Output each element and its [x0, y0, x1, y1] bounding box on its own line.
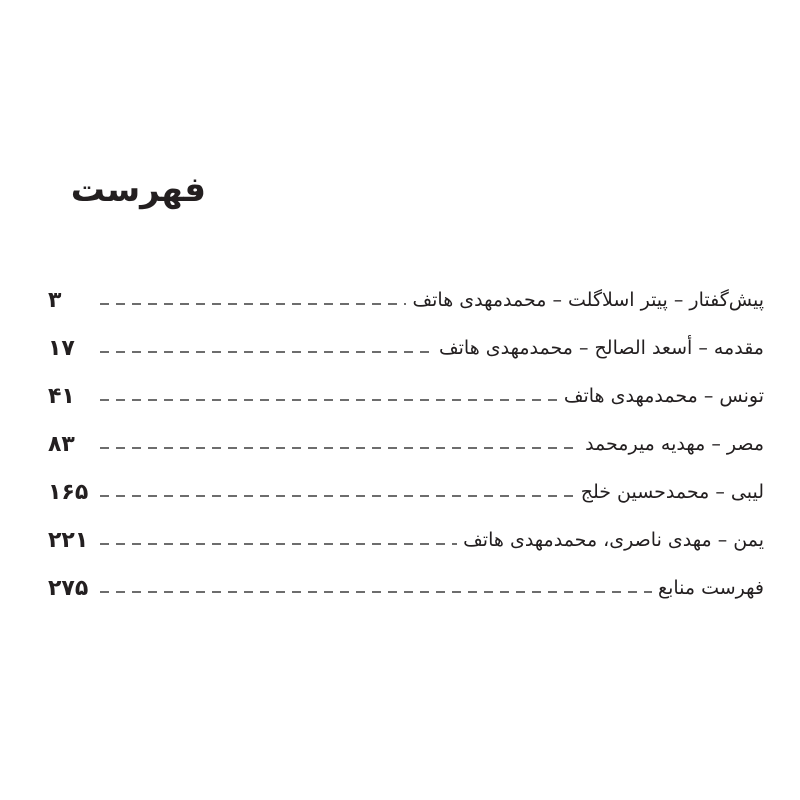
toc-page-number: ۱۷: [48, 335, 75, 361]
toc-page-number: ۲۲۱: [48, 527, 89, 553]
toc-row-libya[interactable]: [48, 468, 764, 516]
toc-row-references[interactable]: [48, 564, 764, 612]
page-title: فهرست: [70, 169, 206, 210]
toc-row-egypt[interactable]: [48, 420, 764, 468]
toc-entry-title: پیش‌گفتار – پیتر اسلاگلت – محمدمهدی هاتف: [412, 289, 764, 311]
toc-dot-leader: [100, 582, 652, 594]
toc-entry-title: مصر – مهدیه میرمحمد: [585, 433, 764, 455]
toc-entry-title: یمن – مهدی ناصری، محمدمهدی هاتف: [463, 529, 764, 551]
toc-page-number: ۱۶۵: [48, 479, 89, 505]
toc-page-number: ۸۳: [48, 431, 75, 457]
toc-dot-leader: [100, 438, 579, 450]
toc-entry-title: فهرست منابع: [657, 577, 764, 599]
toc-row-introduction[interactable]: [48, 324, 764, 372]
toc-row-tunisia[interactable]: [48, 372, 764, 420]
toc-row-yemen[interactable]: [48, 516, 764, 564]
table-of-contents: [48, 276, 764, 612]
toc-entry-title: مقدمه – أسعد الصالح – محمدمهدی هاتف: [438, 337, 764, 359]
toc-dot-leader: [100, 534, 457, 546]
toc-dot-leader: [100, 390, 558, 402]
toc-entry-title: لیبی – محمدحسین خلج: [580, 481, 764, 503]
toc-dot-leader: [100, 342, 433, 354]
toc-row-foreword[interactable]: [48, 276, 764, 324]
toc-page-number: ۲۷۵: [48, 575, 89, 601]
toc-dot-leader: [100, 294, 406, 306]
toc-dot-leader: [100, 486, 574, 498]
toc-page-number: ۴۱: [48, 383, 75, 409]
toc-entry-title: تونس – محمدمهدی هاتف: [563, 385, 764, 407]
toc-page-number: ۳: [48, 287, 62, 313]
